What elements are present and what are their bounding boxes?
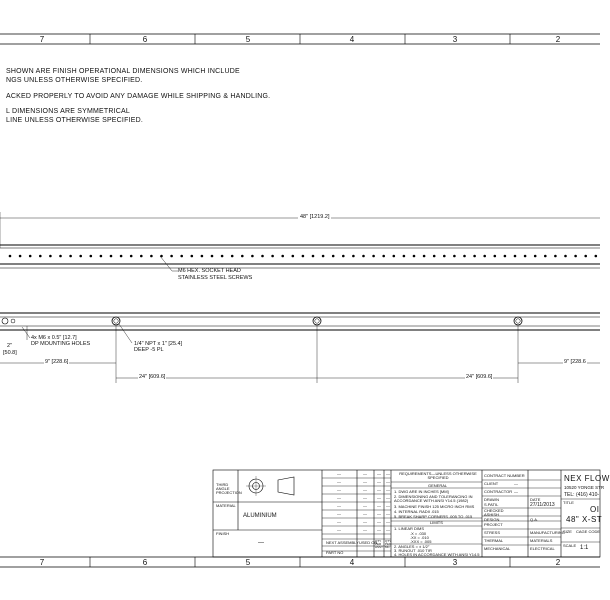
material-label: MATERIAL [216, 503, 236, 508]
linear-val-3: .XXX = .005 [410, 539, 432, 544]
screw-hole [483, 255, 486, 258]
mechanical-label: MECHANICAL [484, 546, 511, 551]
spacing-right-dim: 9" [228.6 [564, 359, 586, 365]
screw-hole [261, 255, 264, 258]
half-left-dim: 24" [609.6] [139, 374, 166, 380]
zone-label-4-bottom: 4 [349, 558, 355, 567]
screw-hole [595, 255, 598, 258]
table-cell: — [377, 487, 381, 492]
screw-hole [463, 255, 466, 258]
table-cell: — [377, 519, 381, 524]
note-line-3: ACKED PROPERLY TO AVOID ANY DAMAGE WHILE SHIPPING & HANDLING. [6, 93, 271, 100]
half-right-dim: 24" [609.6] [466, 374, 493, 380]
zone-label-2-bottom: 2 [555, 558, 561, 567]
screw-hole [90, 255, 93, 258]
npt-port-note-1: 1/4" NPT x 1" [25.4] [134, 341, 183, 347]
linear-val-2: .XX = .010 [410, 535, 429, 540]
angles-tolerance: 2. ANGLES = ± 1/2° [394, 544, 430, 549]
checked-by: ASHISH [484, 512, 499, 517]
qty-per-assy-label: QTY PER ASSY [375, 539, 384, 549]
checked-label: CHECKED [484, 508, 504, 513]
table-cell: — [377, 511, 381, 516]
qty-per-mc-label: QTY PER MC [385, 539, 392, 549]
screw-hole [554, 255, 557, 258]
table-cell: — [363, 479, 367, 484]
table-cell: — [337, 495, 341, 500]
electrical-label: ELECTRICAL [530, 546, 555, 551]
screw-hole [504, 255, 507, 258]
manufacturing-label: MANUFACTURING [530, 530, 565, 535]
screw-hole [160, 255, 163, 258]
zone-label-5-bottom: 5 [245, 558, 251, 567]
zone-label-7-bottom: 7 [39, 558, 45, 567]
title-line-2: 48" X-ST [566, 515, 603, 524]
general-label: GENERAL [428, 483, 448, 488]
screw-hole [332, 255, 335, 258]
table-cell: — [337, 487, 341, 492]
next-assembly-label: NEXT ASSEMBLY [326, 540, 359, 545]
zone-label-6: 6 [142, 35, 148, 44]
limits-label: LIMITS [430, 520, 443, 525]
screw-hole [453, 255, 456, 258]
npt-port-note-2: DEEP -5 PL [134, 347, 164, 353]
screw-hole [413, 255, 416, 258]
screw-hole [534, 255, 537, 258]
table-cell: — [337, 471, 341, 476]
third-angle-projection-icon [246, 476, 294, 496]
table-cell: — [386, 511, 390, 516]
screw-hole [170, 255, 173, 258]
design-label: DESIGN [484, 517, 500, 522]
client-label: CLIENT [484, 481, 499, 486]
screw-hole [433, 255, 436, 258]
table-cell: — [337, 503, 341, 508]
screw-hole [342, 255, 345, 258]
screw-hole [473, 255, 476, 258]
screw-note-2: STAINLESS STEEL SCREWS [178, 275, 253, 281]
screw-hole [443, 255, 446, 258]
req-item-5: 5. BREAK SHARP CORNERS .005 TO .015 [394, 514, 473, 519]
screw-hole [59, 255, 62, 258]
side-view [0, 313, 600, 383]
zone-label-3-bottom: 3 [452, 558, 458, 567]
screw-hole [39, 255, 42, 258]
linear-dims: 1. LINEAR DIMS [394, 526, 425, 531]
screw-hole [403, 255, 406, 258]
contract-number-label: CONTRACT NUMBER [484, 473, 525, 478]
materials-label: MATERIALS [530, 538, 553, 543]
zone-label-3: 3 [452, 35, 458, 44]
screw-hole [312, 255, 315, 258]
end-offset-mm-dim: [50.8] [3, 350, 17, 356]
table-cell: — [386, 487, 390, 492]
screw-hole [584, 255, 587, 258]
size-label: SIZE [563, 529, 572, 534]
req-item-1: 1. DWG ARE IN INCHES [MM] [394, 489, 449, 494]
screw-hole [150, 255, 153, 258]
screw-hole [130, 255, 133, 258]
screw-hole [352, 255, 355, 258]
table-cell: — [377, 471, 381, 476]
table-cell: — [337, 479, 341, 484]
mount-hole-note-2: DP MOUNTING HOLES [31, 341, 91, 347]
screw-hole [423, 255, 426, 258]
table-cell: — [377, 495, 381, 500]
table-cell: — [363, 503, 367, 508]
holes-tolerance: 4. HOLES IN ACCORDANCE WITH ANSI Y14.5 [394, 552, 480, 557]
screw-hole [544, 255, 547, 258]
screw-hole [100, 255, 103, 258]
mount-hole-note-1: 4x M6 x 0.5" [12.7] [31, 335, 77, 341]
qa-label: Q.A. [530, 517, 539, 522]
project-label: PROJECT [484, 522, 503, 527]
title-label: TITLE [563, 500, 574, 505]
contractor-value: — [514, 489, 518, 494]
table-cell: — [363, 487, 367, 492]
zone-label-4: 4 [349, 35, 355, 44]
table-cell: — [386, 479, 390, 484]
note-line-5: LINE UNLESS OTHERWISE SPECIFIED. [6, 117, 143, 124]
screw-note-1: M6 HEX. SOCKET HEAD [178, 268, 241, 274]
date-label: DATE [530, 497, 541, 502]
zone-label-6-bottom: 6 [142, 558, 148, 567]
table-cell: — [337, 511, 341, 516]
drawn-label: DRAWN [484, 497, 499, 502]
table-cell: — [386, 503, 390, 508]
top-view [0, 212, 600, 271]
scale-value: 1:1 [580, 545, 589, 551]
note-line-4: L DIMENSIONS ARE SYMMETRICAL [6, 108, 130, 115]
screw-hole [251, 255, 254, 258]
screw-hole [191, 255, 194, 258]
table-cell: — [386, 527, 390, 532]
screw-hole [271, 255, 274, 258]
table-cell: — [363, 527, 367, 532]
screw-hole [574, 255, 577, 258]
screw-hole [292, 255, 295, 258]
zone-label-7: 7 [39, 35, 45, 44]
note-line-2: NGS UNLESS OTHERWISE SPECIFIED. [6, 77, 143, 84]
projection-label: THIRD ANGLE PROJECTION [216, 482, 242, 495]
screw-hole [110, 255, 113, 258]
screw-hole [69, 255, 72, 258]
screw-hole [564, 255, 567, 258]
zone-label-5: 5 [245, 35, 251, 44]
screw-hole [201, 255, 204, 258]
screw-hole [180, 255, 183, 258]
screw-hole [221, 255, 224, 258]
title-line-1: OI [590, 505, 600, 514]
company-name: NEX FLOW [564, 474, 610, 483]
table-cell: — [386, 495, 390, 500]
table-cell: — [363, 519, 367, 524]
finish-label: FINISH [216, 531, 230, 536]
used-on-label: USED ON [359, 540, 378, 545]
note-line-1: SHOWN ARE FINISH OPERATIONAL DIMENSIONS WHICH INCLUDE [6, 68, 240, 75]
company-address: 10520 YONGE STR [564, 485, 605, 490]
cage-code-label: CAGE CODE [576, 529, 601, 534]
linear-val-1: .X = .030 [410, 531, 427, 536]
screw-hole [382, 255, 385, 258]
screw-hole [241, 255, 244, 258]
scale-label: SCALE [563, 543, 577, 548]
screw-hole [19, 255, 22, 258]
zone-label-2: 2 [555, 35, 561, 44]
screw-hole [372, 255, 375, 258]
contract-number-value: — [514, 481, 518, 486]
screw-hole [494, 255, 497, 258]
table-cell: — [337, 527, 341, 532]
requirements-header: REQUIREMENTS—UNLESS OTHERWISE SPECIFIED [399, 471, 477, 480]
req-item-4: 4. INTERNAL RADII .015 [394, 509, 439, 514]
end-offset-dim: 2" [7, 343, 13, 349]
table-cell: — [377, 527, 381, 532]
table-cell: — [377, 479, 381, 484]
overall-length-dim: 48" [1219.2] [300, 214, 330, 220]
drawn-by: S.PATIL [484, 502, 499, 507]
table-cell: — [363, 495, 367, 500]
screw-hole [231, 255, 234, 258]
part-no-label: PART NO [326, 550, 344, 555]
screw-hole [514, 255, 517, 258]
table-cell: — [337, 519, 341, 524]
thermal-label: THERMAL [484, 538, 504, 543]
material-value: ALUMINIUM [243, 513, 277, 519]
req-item-2: 2. DIMENSIONING AND TOLERANCING IN ACCORDANCE WITH ANSI Y14.5 (1982) [394, 494, 473, 503]
screw-hole [393, 255, 396, 258]
table-cell: — [386, 471, 390, 476]
table-cell: — [363, 471, 367, 476]
date-value: 27/11/2013 [530, 502, 555, 508]
screw-hole [302, 255, 305, 258]
screw-hole [322, 255, 325, 258]
stress-label: STRESS [484, 530, 501, 535]
screw-hole [49, 255, 52, 258]
screw-hole [140, 255, 143, 258]
screw-hole [281, 255, 284, 258]
spacing-left-dim: 9" [228.6] [45, 359, 69, 365]
contractor-label: CONTRACTOR [484, 489, 513, 494]
table-cell: — [377, 503, 381, 508]
screw-row [9, 255, 597, 258]
finish-value: — [258, 540, 264, 546]
screw-hole [120, 255, 123, 258]
runout-tolerance: 3. RUNOUT .010 TIR [394, 548, 432, 553]
req-item-3: 3. MACHINE FINISH 125 MICRO INCH RMS [394, 504, 475, 509]
table-cell: — [386, 519, 390, 524]
screw-hole [211, 255, 214, 258]
screw-hole [79, 255, 82, 258]
table-cell: — [363, 511, 367, 516]
screw-hole [362, 255, 365, 258]
screw-hole [9, 255, 12, 258]
company-tel: TEL: (416) 410- [564, 492, 600, 498]
screw-hole [29, 255, 32, 258]
screw-hole [524, 255, 527, 258]
